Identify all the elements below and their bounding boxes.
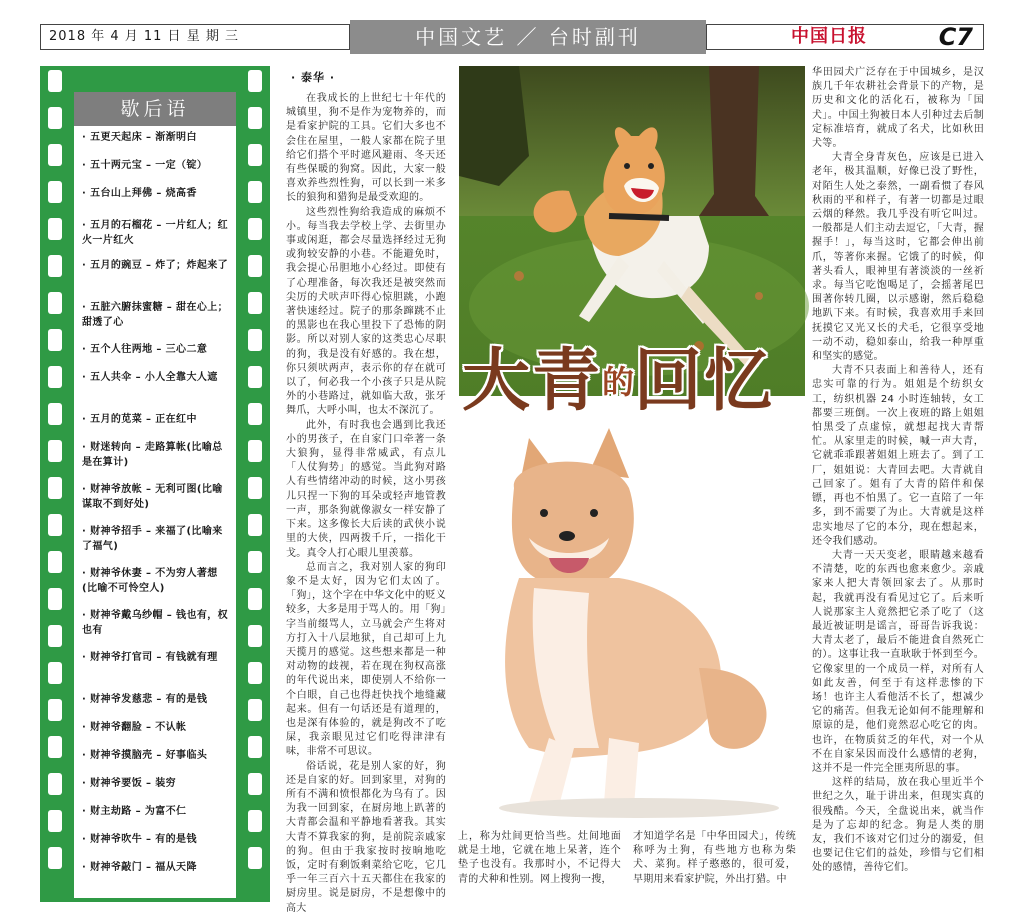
page-header (40, 20, 984, 56)
saying-item: · 五月的石榴花 – 一片红人；红火一片红火 (82, 218, 232, 248)
saying-item: · 财神爷打官司 – 有钱就有理 (82, 650, 232, 665)
paper-name-logo: 中国日报 (791, 26, 867, 47)
article-column-1 (286, 92, 446, 914)
article-paragraph: 这样的结局，放在我心里近半个世纪之久，耻于讲出来，但现实真的很残酷。今天，全盘说出来，就当作是为了忘却的纪念。狗是人类的朋友，我们不该对它们过分的溺爱，但也要记住它们的益处，珍惜与它们相处的感情，善待它们。 (812, 777, 984, 874)
saying-item: · 财神爷招手 – 来福了(比喻来了福气) (82, 524, 232, 554)
article-paragraph: 才知道学名是「中华田园犬」，传统称呼为土狗，有些地方也称为柴犬、菜狗。样子憨憨的，很可爱，早期用来看家护院，外出打猎。中 (633, 831, 796, 885)
sayings-sidebar (40, 66, 270, 902)
article-column-3 (633, 830, 796, 902)
saying-item: · 财神爷摸脑壳 – 好事临头 (82, 748, 232, 763)
article-byline: · 泰华 · (291, 71, 336, 84)
article-paragraph: 俗话说，花是别人家的好，狗还是自家的好。回到家里，对狗的所有不满和愤恨都化为乌有了。因为我一回到家，在厨房地上趴著的大青都会温和平静地看著我。其实大青不算我家的狗，是前院亲戚家的狗。但由于我家按时按晌地吃饭，定时有剩饭剩菜给它吃，它几乎一年三百六十五天都住在我家的厨房里。说是厨房，不是想像中的高大 (286, 760, 446, 914)
saying-item: · 财神爷翻脸 – 不认帐 (82, 720, 232, 735)
sayings-panel (74, 92, 236, 898)
article-paragraph: 上，称为灶间更恰当些。灶间地面就是土地，它就在地上呆著，连个垫子也没有。我那时小，不记得大青的犬种和性别。网上搜狗一搜， (458, 831, 621, 885)
article-column-4 (812, 66, 984, 902)
saying-item: · 财主劫路 – 为富不仁 (82, 804, 232, 819)
saying-item: · 财神爷戴乌纱帽 – 钱也有，权也有 (82, 608, 232, 638)
saying-item: · 财迷转向 – 走路算帐(比喻总是在算计) (82, 440, 232, 470)
saying-item: · 五更天起床 – 渐渐明白 (82, 130, 232, 145)
article-paragraph: 华田园犬广泛存在于中国城乡，是汉族几千年农耕社会背景下的产物，是历史和文化的活化石，被称为「国犬」。中国土狗被日本人引种过去后制定标准培育，就成了名犬，比如秋田犬等。 (812, 67, 984, 150)
section-title: 中国文艺 ／ 台时副刊 (415, 25, 641, 49)
article-paragraph: 大青不只表面上和善待人，还有忠实可靠的行为。姐姐是个纺织女工，纺织机器 24 小时连轴转，女工都要三班倒。一次上夜班的路上姐姐怕黑受了点虚惊，就想起找大青帮忙。从家里走的时候，喊一声大青，它就乖乖跟著姐姐上班去了。到了工厂，姐姐说：大青回去吧。大青就自己回家了。姐有了大青的陪伴和保镖，再也不怕黑了。它一直陪了一年多，到不需要了为止。大青就是这样忠实地尽了它的本分，现在想起来，还令我们感动。 (812, 365, 984, 547)
saying-item: · 五人共伞 – 小人全靠大人遮 (82, 370, 232, 385)
page-number: C7 (938, 23, 973, 51)
article-paragraph: 大青一天天变老，眼睛越来越看不清楚，吃的东西也愈来愈少。亲戚家来人把大青领回家去了。从那时起，我就再没有看见过它了。后来听人说那家主人竟然把它杀了吃了（这最近被证明是谣言，哥哥告诉我说：大青太老了，最后不能进食自然死亡的）。这事让我一直耿耿于怀到至今。它像家里的一个成员一样，对所有人如此友善，何至于有这样悲惨的下场！也许主人看他活不长了，想减少它的痛苦。但我无论如何不能理解和原谅的是，他们竟然忍心吃它的肉。也许，在物质贫乏的年代，对一个从不在自家呆因而没什么感情的老狗，这并不是一件完全匪夷所思的事。 (812, 549, 984, 774)
saying-item: · 财神爷要饭 – 装穷 (82, 776, 232, 791)
saying-item: · 财神爷吹牛 – 有的是钱 (82, 832, 232, 847)
dog-sitting-photo (459, 408, 805, 828)
saying-item: · 五脏六腑抹蜜糖 – 甜在心上；甜透了心 (82, 300, 232, 330)
article-column-2 (458, 830, 621, 902)
film-perforations-left (47, 70, 63, 898)
headline-part-1: 大青 (462, 342, 603, 421)
saying-item: · 财神爷放帐 – 无利可图(比喻谋取不到好处) (82, 482, 232, 512)
saying-item: · 财神爷发慈悲 – 有的是钱 (82, 692, 232, 707)
saying-item: · 五月的豌豆 – 炸了；炸起来了 (82, 258, 232, 273)
article-paragraph: 总而言之，我对别人家的狗印象不是太好，因为它们太凶了。「狗」，这个字在中华文化中的贬义较多，大多是用于骂人的。用「狗」字当前缀骂人，立马就会产生将对方打入十八层地狱，自己却可上九天揽月的感觉。这些想来都是一种对动物的歧视，若在现在狗权高涨的年代说出来，即使别人不给你一个白眼，自己也得赶快找个地缝藏起来。但有一句话还是有道理的，也是深有体验的，就是狗改不了吃屎，我亲眼见过它们吃得津津有味，非常不可思议。 (286, 561, 446, 758)
saying-item: · 财神爷敲门 – 福从天降 (82, 860, 232, 875)
saying-item: · 五台山上拜佛 – 烧高香 (82, 186, 232, 201)
article-paragraph: 在我成长的上世纪七十年代的城镇里，狗不是作为宠物养的，而是看家护院的工具。它们大多也不会住在屋里，一般人家都在院子里给它们搭个平时遮风避雨、冬天还有些保暖的狗窝。因此，大家一般喜欢养些烈性狗，可以长到一米多长的狼狗和猎狗是最受欢迎的。 (286, 93, 446, 204)
sidebar-title: 歇后语 (74, 92, 236, 126)
film-perforations-right (247, 70, 263, 898)
saying-item: · 五十两元宝 – 一定（锭） (82, 158, 232, 173)
masthead-box (706, 24, 984, 50)
saying-item: · 五个人往两地 – 三心二意 (82, 342, 232, 357)
headline-part-2: 的 (602, 363, 635, 401)
issue-date: 2018 年 4 月 11 日 星 期 三 (40, 24, 350, 50)
headline-part-3: 回忆 (634, 342, 775, 421)
saying-item: · 财神爷休妻 – 不为穷人著想(比喻不可怜空人) (82, 566, 232, 596)
article-paragraph: 大青全身青灰色，应该是已进入老年，极其温顺，好像已没了野性，对陌生人处之泰然，一副看惯了春风秋雨的平和样子，有著一切都是过眼云烟的释然。我几乎没有听它叫过。一般都是人们主动去逗它，「大青，握握手！」，每当这时，它都会伸出前爪，等著你来握。它饿了的时候，仰著头看人，眼神里有著淡淡的一丝祈求。每当它吃饱喝足了，会摇著尾巴围著你转几圈，以示感谢，然后稳稳地趴下来。有时候，我喜欢用手来回抚摸它又光又长的犬毛，它很享受地一动不动，稳如泰山，给我一种厚重和坚实的感觉。 (812, 152, 984, 363)
article-paragraph: 这些烈性狗给我造成的麻烦不小。每当我去学校上学、去街里办事或闲逛，都会尽量选择经过无狗或狗较安静的小巷。不能避免时，我会提心吊胆地小心经过。即使有了心理准备，每次我还是被突然而尖厉的犬吠声吓得心惊胆跳，小跑著快速经过。院子的那条蹿跳不止的黑影也在我心里投下了恐怖的阴影。所以对别人家的这类忠心尽职的狗，我是没有好感的。我在想，你只须吠两声，表示你的存在就可以了，何必我一个小孩子只是从院外的小巷路过，就如临大敌，张牙舞爪，大呼小叫，也太不深沉了。 (286, 206, 446, 417)
article-paragraph: 此外，有时我也会遇到比我还小的男孩子，在自家门口牵著一条大狼狗，显得非常威武，有点儿「人仗狗势」的感觉。当此狗对路人有些情绪冲动的时候，这小男孩儿只捏一下狗的耳朵或轻声地管教一声，那条狗就像淑女一样安静了下来。这多像长大后读的武侠小说里的大侠，四两拨千斤，一指化干戈。真令人打心眼儿里羡慕。 (286, 419, 446, 559)
article-headline (462, 336, 774, 432)
saying-item: · 五月的苋菜 – 正在红中 (82, 412, 232, 427)
section-band (350, 20, 706, 54)
